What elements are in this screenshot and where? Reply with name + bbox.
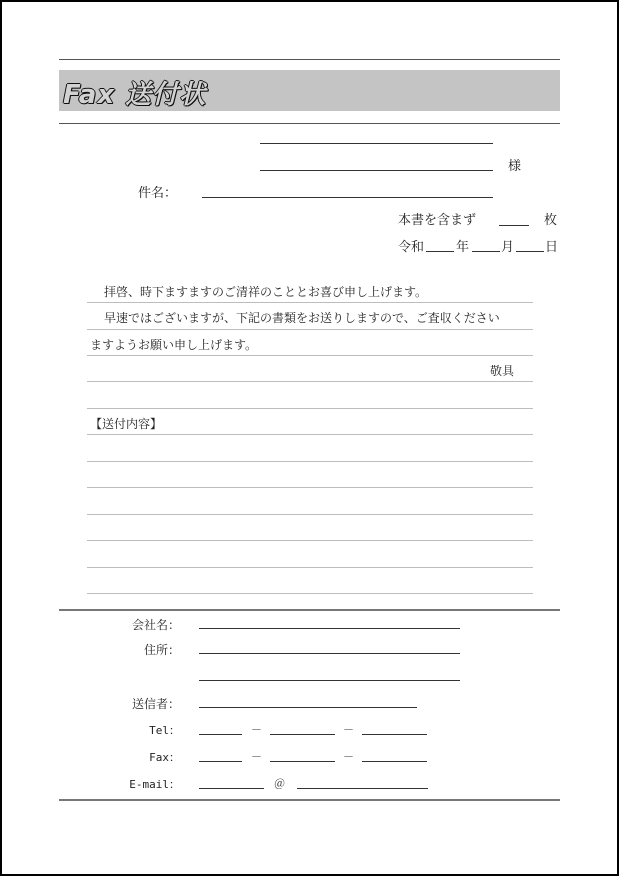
- recipient-name-line[interactable]: [260, 170, 493, 171]
- contents-label: 【送付内容】: [90, 417, 163, 431]
- bottom-rule: [59, 799, 560, 801]
- sender-section-rule: [59, 609, 560, 611]
- ruled-line: [87, 434, 533, 435]
- title-banner: [59, 70, 560, 111]
- address-field-1[interactable]: [199, 653, 460, 654]
- tel-field-2[interactable]: [270, 734, 335, 735]
- ruled-line: [87, 302, 533, 303]
- page-count-field[interactable]: [499, 225, 529, 226]
- ruled-line: [87, 487, 533, 488]
- ruled-line: [87, 355, 533, 356]
- date-month-field[interactable]: [472, 251, 500, 252]
- ruled-line: [87, 593, 533, 594]
- tel-dash-1: －: [251, 723, 262, 736]
- date-year-label: 年: [456, 240, 470, 255]
- recipient-honorific: 様: [508, 159, 522, 174]
- page-count-prefix: 本書を含まず: [398, 213, 477, 228]
- date-day-field[interactable]: [516, 251, 544, 252]
- tel-dash-2: －: [343, 723, 354, 736]
- address-label: 住所：: [143, 643, 180, 657]
- ruled-line: [87, 567, 533, 568]
- date-year-field[interactable]: [426, 251, 454, 252]
- email-user-field[interactable]: [199, 788, 264, 789]
- subject-label: 件名：: [138, 186, 178, 201]
- fax-field-2[interactable]: [270, 761, 335, 762]
- fax-dash-1: －: [251, 750, 262, 763]
- ruled-line: [87, 540, 533, 541]
- date-era: 令和: [398, 240, 425, 255]
- address-field-2[interactable]: [199, 680, 460, 681]
- email-at-sign: ＠: [274, 777, 285, 790]
- email-domain-field[interactable]: [297, 788, 428, 789]
- email-label: E-mail：: [129, 778, 180, 791]
- letter-line-1: 拝啓、時下ますますのご清祥のこととお喜び申し上げます。: [104, 285, 428, 299]
- fax-field-1[interactable]: [199, 761, 242, 762]
- letter-closing: 敬具: [490, 364, 515, 378]
- letter-line-2: 早速ではございますが、下記の書類をお送りしますので、ご査収ください: [104, 311, 500, 325]
- company-label: 会社名：: [131, 618, 180, 632]
- page-count-suffix: 枚: [544, 213, 558, 228]
- letter-line-3: ますようお願い申し上げます。: [90, 338, 258, 352]
- ruled-line: [87, 408, 533, 409]
- date-day-label: 日: [545, 240, 559, 255]
- ruled-line: [87, 329, 533, 330]
- sender-name-field[interactable]: [199, 707, 417, 708]
- fax-dash-2: －: [343, 750, 354, 763]
- fax-label: Fax：: [149, 751, 180, 764]
- top-rule: [59, 59, 560, 60]
- sender-name-label: 送信者：: [131, 697, 180, 711]
- fax-field-3[interactable]: [362, 761, 427, 762]
- header-rule: [59, 123, 560, 124]
- document-title: Fax 送付状: [63, 80, 207, 110]
- company-field[interactable]: [199, 628, 460, 629]
- recipient-company-line[interactable]: [260, 143, 493, 144]
- tel-field-1[interactable]: [199, 734, 242, 735]
- ruled-line: [87, 461, 533, 462]
- subject-line[interactable]: [202, 197, 493, 198]
- ruled-line: [87, 381, 533, 382]
- tel-label: Tel：: [149, 724, 180, 737]
- ruled-line: [87, 514, 533, 515]
- tel-field-3[interactable]: [362, 734, 427, 735]
- date-month-label: 月: [501, 240, 515, 255]
